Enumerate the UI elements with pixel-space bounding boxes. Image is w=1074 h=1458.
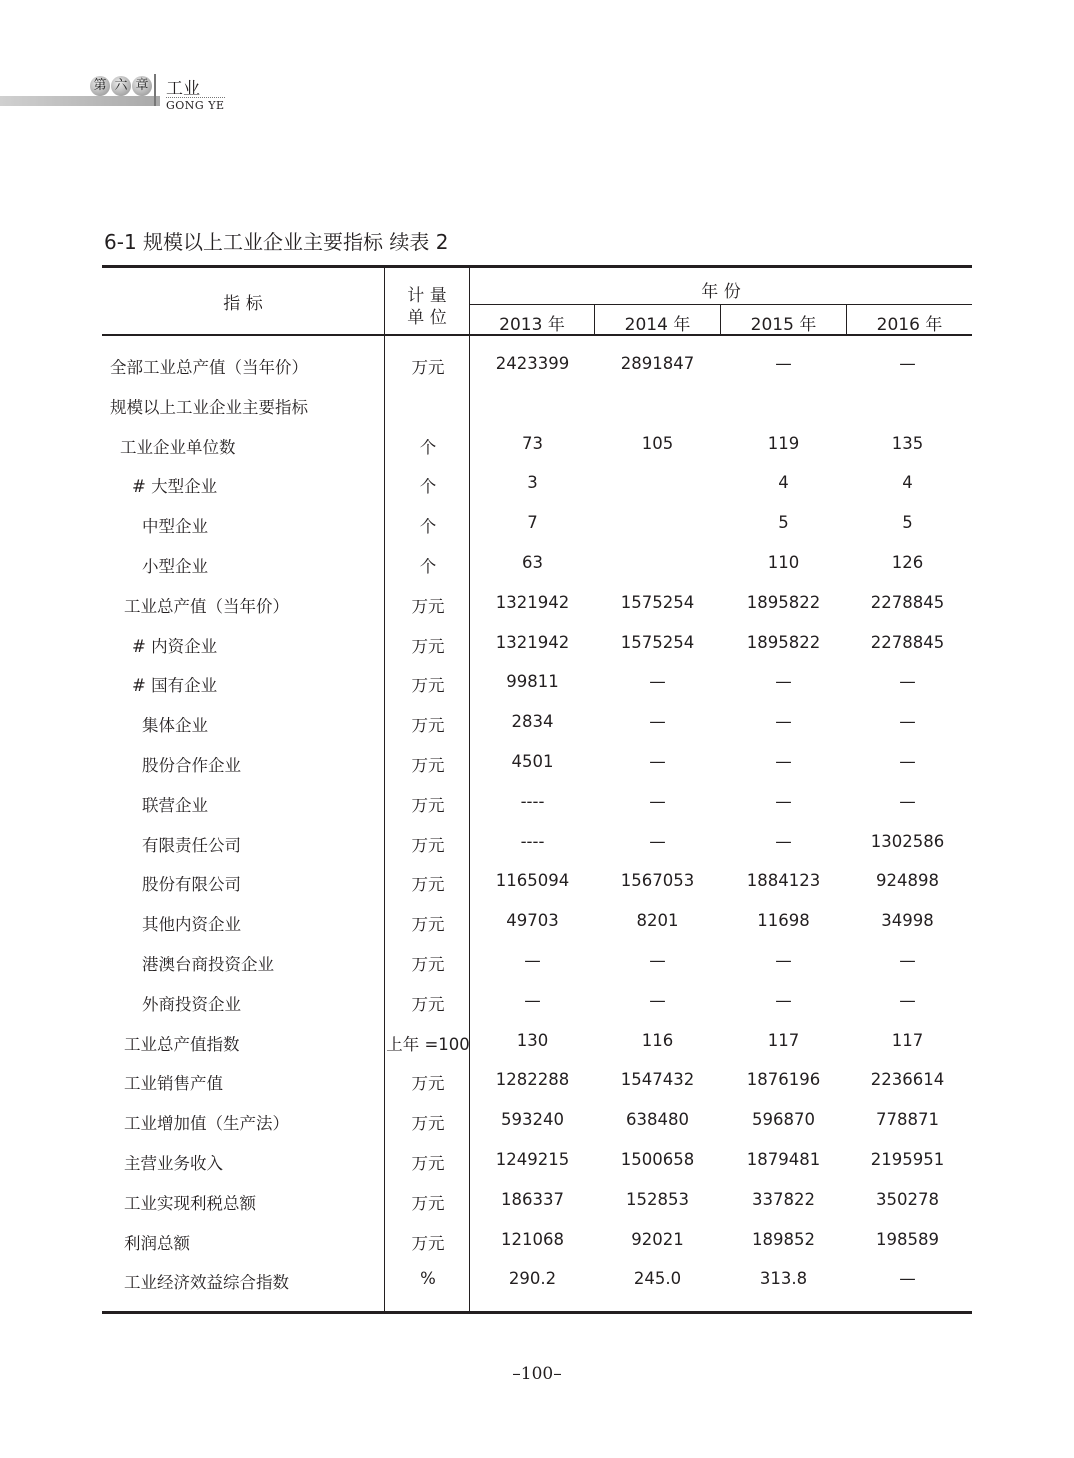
row-value-2013: 290.2 [508,1269,557,1289]
row-label: 小型企业 [142,556,208,576]
row-value-2013: 1321942 [495,632,570,652]
row-value-2014: 1575254 [620,592,695,612]
row-value-2013: 1321942 [495,592,570,612]
row-value-2014: 1500658 [620,1149,695,1169]
row-label: 工业实现利税总额 [124,1193,256,1213]
row-label: 外商投资企业 [142,994,241,1014]
row-label: 工业总产值指数 [124,1034,240,1054]
table-row [102,583,972,623]
row-value-2015: — [775,354,792,373]
chapter-badge [90,74,153,98]
row-value-2013: ---- [520,791,545,811]
row-value-2014: — [649,712,666,732]
row-value-2015: 1879481 [746,1149,821,1169]
row-unit: 个 [419,437,437,457]
row-label: 主营业务收入 [124,1153,223,1173]
row-value-2015: — [775,950,792,970]
row-value-2016: 2195951 [870,1149,945,1169]
table-row [102,981,972,1021]
row-value-2014: 92021 [631,1229,684,1249]
row-value-2016: — [899,354,916,373]
row-value-2015: 596870 [752,1110,815,1130]
row-unit: 万元 [411,1074,445,1094]
row-value-2013: 7 [527,513,538,533]
row-label: 股份有限公司 [142,875,241,895]
row-value-2016: 350278 [876,1189,939,1209]
row-value-2013: 63 [522,552,543,572]
row-value-2015: 337822 [752,1189,815,1209]
row-label: 联营企业 [142,795,208,815]
row-value-2013: 3 [527,473,538,493]
row-label: 中型企业 [142,517,208,537]
table-row [102,662,972,702]
table-row [102,1100,972,1140]
header-year: 2014 年 [624,315,691,335]
row-value-2016: — [899,712,916,732]
row-label: 集体企业 [142,716,208,736]
row-value-2015: 110 [767,552,800,572]
row-label: 全部工业总产值（当年价） [110,358,308,377]
row-label: 规模以上工业企业主要指标 [110,397,308,417]
row-value-2014: 1567053 [620,871,695,891]
table-body [102,344,972,1299]
row-unit: 万元 [411,1114,445,1134]
row-value-2013: 121068 [501,1229,564,1249]
chapter-char: 六 [111,76,131,96]
table-row [102,463,972,503]
row-value-2014: — [649,672,666,692]
table-row [102,901,972,941]
row-value-2015: 1876196 [746,1070,821,1090]
row-value-2014: 245.0 [633,1269,682,1289]
row-label: # 国有企业 [132,676,218,696]
row-unit: % [420,1269,436,1289]
row-value-2016: 778871 [876,1110,939,1130]
table-row [102,822,972,862]
table-row [102,623,972,663]
row-value-2014: 116 [641,1030,674,1050]
row-value-2016: — [899,672,916,692]
table-row [102,1021,972,1061]
row-value-2016: — [899,791,916,811]
table-row [102,543,972,583]
row-value-2014: 8201 [636,911,679,931]
row-unit: 万元 [411,596,445,616]
header-indicator: 指 标 [223,294,263,314]
table-row [102,1140,972,1180]
row-value-2014: — [649,990,666,1010]
row-value-2015: — [775,791,792,811]
row-value-2014: — [649,950,666,970]
row-value-2013: — [524,990,541,1010]
row-value-2016: — [899,751,916,771]
row-value-2015: 189852 [752,1229,815,1249]
table-row [102,384,972,424]
row-value-2013: ---- [520,831,545,851]
row-value-2016: — [899,990,916,1010]
table-row [102,424,972,464]
row-label: 利润总额 [124,1233,190,1253]
row-value-2016: — [899,1269,916,1289]
section-subtitle: GONG YE [166,99,225,112]
row-value-2013: 49703 [506,911,559,931]
table-row [102,742,972,782]
chapter-char: 章 [132,76,152,96]
row-value-2015: — [775,990,792,1010]
table-top-rule [102,265,972,268]
row-value-2014: 105 [641,433,674,453]
table-bottom-rule [102,1311,972,1314]
header-divider [154,74,156,106]
row-unit: 万元 [411,755,445,775]
row-value-2016: 34998 [881,911,934,931]
row-value-2014: 1575254 [620,632,695,652]
row-value-2016: 5 [902,513,913,533]
row-value-2015: — [775,751,792,771]
header-year: 2013 年 [499,315,565,335]
page-number: –100– [512,1364,562,1384]
row-value-2016: 924898 [876,871,939,891]
table-row [102,782,972,822]
row-unit: 万元 [411,954,445,974]
row-value-2013: — [524,950,541,970]
row-unit: 万元 [411,636,445,656]
row-unit: 万元 [411,915,445,935]
section-title: 工业 [166,79,200,99]
row-value-2016: 198589 [876,1229,939,1249]
table-row [102,503,972,543]
row-label: 有限责任公司 [142,835,241,855]
row-value-2014: 1547432 [620,1070,695,1090]
header-unit-line1: 计 量 [407,286,447,306]
row-unit: 上年 =100 [386,1034,470,1054]
row-unit: 个 [419,556,437,576]
row-value-2015: 1895822 [746,592,821,612]
row-value-2013: 73 [522,433,543,453]
row-label: # 内资企业 [132,636,218,656]
header-unit-line2: 单 位 [407,308,447,328]
row-value-2015: 119 [767,433,800,453]
row-value-2013: 1249215 [495,1149,570,1169]
row-value-2013: 1165094 [495,871,570,891]
row-value-2013: 2423399 [495,354,570,373]
row-value-2016: 2278845 [870,592,945,612]
row-value-2015: 117 [767,1030,800,1050]
row-value-2014: — [649,791,666,811]
row-value-2013: 593240 [501,1110,564,1130]
row-label: 其他内资企业 [142,915,241,935]
table-row [102,1060,972,1100]
row-unit: 万元 [411,676,445,696]
row-label: 股份合作企业 [142,755,241,775]
row-value-2015: — [775,712,792,732]
row-label: 工业总产值（当年价） [124,596,289,616]
row-label: # 大型企业 [132,477,218,497]
row-value-2013: 4501 [511,751,554,771]
table-row [102,344,972,384]
header-year: 2016 年 [876,315,943,335]
row-value-2014: — [649,751,666,771]
header-year: 2015 年 [750,315,817,335]
row-value-2016: 1302586 [870,831,945,851]
row-value-2015: — [775,831,792,851]
row-value-2015: 11698 [757,911,810,931]
table-row [102,1180,972,1220]
table-row [102,941,972,981]
header-years-group: 年 份 [701,282,741,302]
row-value-2015: 1895822 [746,632,821,652]
row-label: 工业销售产值 [124,1074,223,1094]
row-value-2013: 2834 [511,712,554,732]
row-unit: 万元 [411,716,445,736]
row-unit: 万元 [411,994,445,1014]
row-value-2016: 2236614 [870,1070,945,1090]
row-value-2016: 4 [902,473,913,493]
row-value-2013: 99811 [506,672,559,692]
row-value-2014: 638480 [626,1110,689,1130]
row-value-2015: 5 [778,513,789,533]
row-value-2016: — [899,950,916,970]
table-row [102,702,972,742]
row-value-2016: 135 [891,433,924,453]
table-title: 6-1 规模以上工业企业主要指标 续表 2 [104,230,449,254]
row-unit: 个 [419,517,437,537]
row-label: 港澳台商投资企业 [142,954,274,974]
row-value-2016: 126 [891,552,924,572]
row-unit: 万元 [411,1233,445,1253]
row-unit: 万元 [411,1153,445,1173]
row-label: 工业经济效益综合指数 [124,1273,289,1293]
row-unit: 万元 [411,795,445,815]
table-row [102,1220,972,1260]
row-value-2014: 2891847 [620,354,695,373]
row-value-2013: 1282288 [495,1070,570,1090]
row-unit: 万元 [411,358,445,377]
row-unit: 万元 [411,1193,445,1213]
row-value-2014: — [649,831,666,851]
row-value-2015: 1884123 [746,871,821,891]
row-unit: 万元 [411,875,445,895]
row-unit: 万元 [411,835,445,855]
row-value-2015: 4 [778,473,789,493]
row-value-2016: 117 [891,1030,924,1050]
row-value-2013: 130 [516,1030,549,1050]
row-value-2016: 2278845 [870,632,945,652]
chapter-char: 第 [90,76,110,96]
row-unit: 个 [419,477,437,497]
table-row [102,1259,972,1299]
row-value-2015: — [775,672,792,692]
row-value-2015: 313.8 [759,1269,808,1289]
row-value-2014: 152853 [626,1189,689,1209]
row-label: 工业增加值（生产法） [124,1114,289,1134]
table-row [102,861,972,901]
row-value-2013: 186337 [501,1189,564,1209]
row-label: 工业企业单位数 [120,437,236,457]
